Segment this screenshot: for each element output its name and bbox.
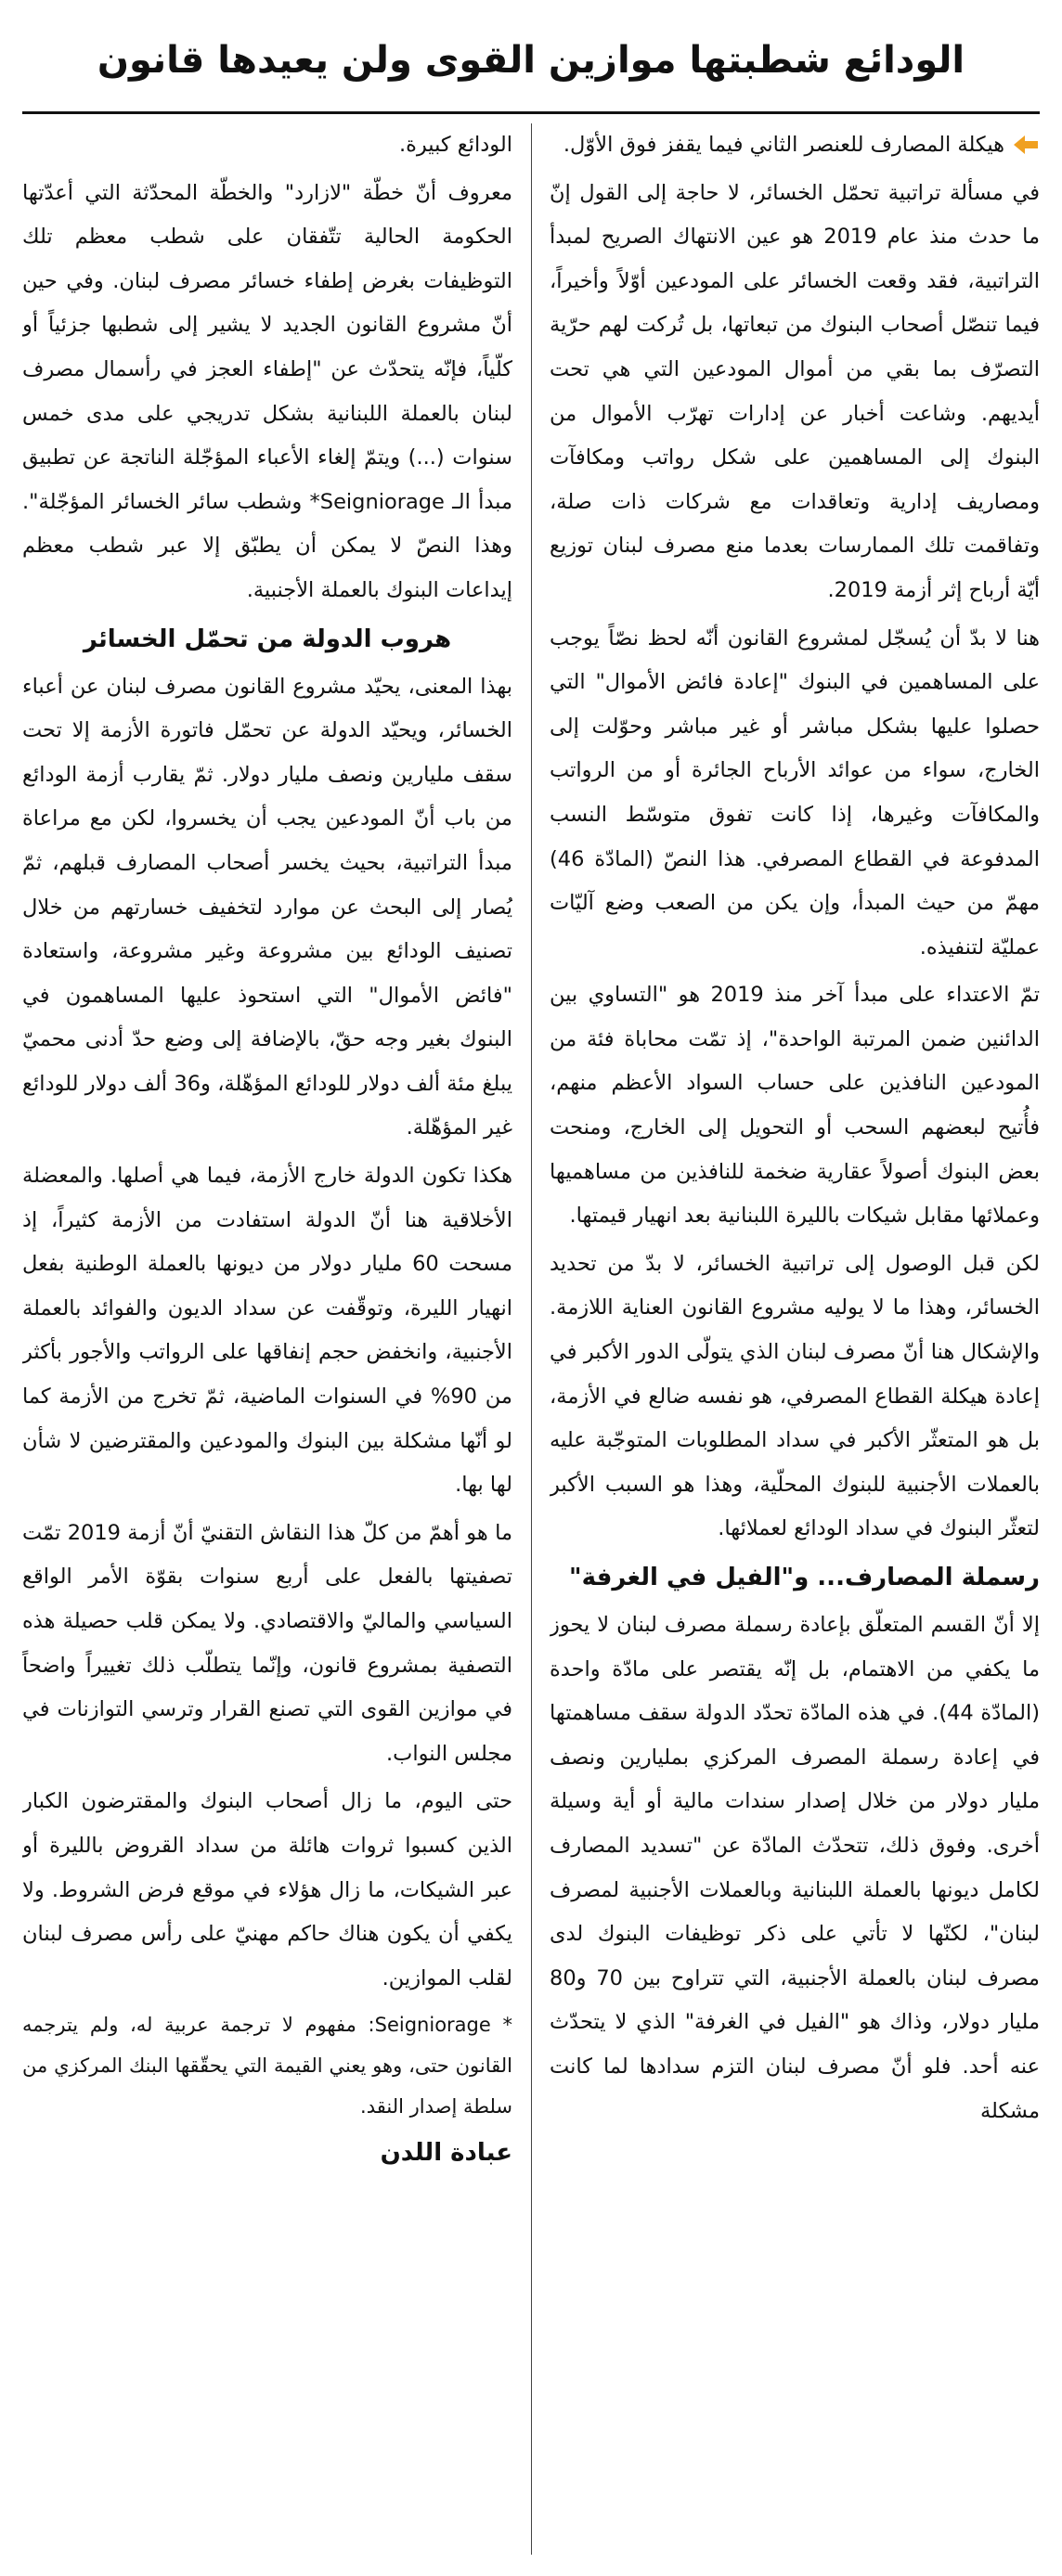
- body-paragraph: هنا لا بدّ أن يُسجّل لمشروع القانون أنّه لحظ نصّاً يوجب على المساهمين في البنوك "إعادة فائض الأموال" التي حصلوا عليها بشكل مباشر أو غير مباشر وحوّلت إلى الخارج، سواء من عوائد الأرباح الجائرة أو من الرواتب والمكافآت وغيرها، إذا كانت تفوق متوسّط النسب المدفوعة في القطاع المصرفي. هذا النصّ (المادّة 46) مهمّ من حيث المبدأ، وإن يكن من الصعب وضع آليّات عمليّة لتنفيذه.: [550, 625, 1040, 960]
- body-paragraph: لكن قبل الوصول إلى تراتبية الخسائر، لا بدّ من تحديد الخسائر، وهذا ما لا يوليه مشروع القانون العناية اللازمة. والإشكال هنا أنّ مصرف لبنان الذي يتولّى الدور الأكبر في إعادة هيكلة القطاع المصرفي، هو نفسه ضالع في الأزمة، بل هو المتعثّر الأكبر في سداد المطلوبات المتوجّبة عليه بالعملات الأجنبية للبنوك المحلّية، وهذا هو السبب الأكبر لتعثّر البنوك في سداد الودائع لعملائها.: [550, 1251, 1040, 1541]
- column-divider: [531, 123, 532, 2555]
- body-paragraph: بهذا المعنى، يحيّد مشروع القانون مصرف لبنان عن أعباء الخسائر، ويحيّد الدولة عن تحمّل فاتورة الأزمة إلا تحت سقف مليارين ونصف مليار دولار. ثمّ يقارب أزمة الودائع من باب أنّ المودعين يجب أن يخسروا، لكن مع مراعاة مبدأ التراتبية، بحيث يخسر أصحاب المصارف قبلهم، ثمّ يُصار إلى البحث عن موارد لتخفيف خسارتهم من خلال تصنيف الودائع بين مشروعة وغير مشروعة، واستعادة "فائض الأموال" التي استحوذ عليها المساهمون في البنوك بغير وجه حقّ، بالإضافة إلى وضع حدّ أدنى محميّ يبلغ مئة ألف دولار للودائع المؤهّلة، و36 ألف دولار للودائع غير المؤهّلة.: [22, 674, 512, 1140]
- body-paragraph: ما هو أهمّ من كلّ هذا النقاش التقنيّ أنّ أزمة 2019 تمّت تصفيتها بالفعل على أربع سنوات بقوّة الأمر الواقع السياسي والماليّ والاقتصادي. ولا يمكن قلب حصيلة هذه التصفية بمشروع قانون، وإنّما يتطلّب ذلك تغييراً واضحاً في موازين القوى التي تصنع القرار وترسي التوازنات في مجلس النواب.: [22, 1520, 512, 1766]
- article-columns: [22, 123, 1040, 2555]
- body-paragraph: في مسألة تراتبية تحمّل الخسائر، لا حاجة إلى القول إنّ ما حدث منذ عام 2019 هو عين الانتهاك الصريح لمبدأ التراتبية، فقد وقعت الخسائر على المودعين أوّلاً وأخيراً، فيما تنصّل أصحاب البنوك من تبعاتها، بل تُركت لهم حرّية التصرّف بما بقي من أموال المودعين التي هي تحت أيديهم. وشاعت أخبار عن إدارات تهرّب الأموال من البنوك إلى المساهمين على شكل رواتب ومكافآت ومصاريف إدارية وتعاقدات مع شركات ذات صلة، وتفاقمت تلك الممارسات بعدما منع مصرف لبنان توزيع أيّة أرباح إثر أزمة 2019.: [550, 180, 1040, 602]
- footnote: * Seigniorage: مفهوم لا ترجمة عربية له، ولم يترجمه القانون حتى، وهو يعني القيمة التي يحقّقها البنك المركزي من سلطة إصدار النقد.: [22, 2014, 512, 2119]
- lead-paragraph: هيكلة المصارف للعنصر الثاني فيما يقفز فوق الأوّل.: [563, 133, 1004, 157]
- section-subheading: هروب الدولة من تحمّل الخسائر: [83, 625, 452, 653]
- headline-rule: [22, 111, 1040, 114]
- body-paragraph: معروف أنّ خطّة "لازارد" والخطّة المحدّثة التي أعدّتها الحكومة الحالية تتّفقان على شطب معظم تلك التوظيفات بغرض إطفاء خسائر مصرف لبنان. وفي حين أنّ مشروع القانون الجديد لا يشير إلى شطبها جزئياً أو كلّياً، فإنّه يتحدّث عن "إطفاء العجز في رأسمال مصرف لبنان بالعملة اللبنانية بشكل تدريجي على مدى خمس سنوات (...) ويتمّ إلغاء الأعباء المؤجّلة الناتجة عن تطبيق مبدأ الـ Seigniorage* وشطب سائر الخسائر المؤجّلة". وهذا النصّ لا يمكن أن يطبّق إلا عبر شطب معظم إيداعات البنوك بالعملة الأجنبية.: [22, 180, 512, 602]
- body-paragraph: تمّ الاعتداء على مبدأ آخر منذ 2019 هو "التساوي بين الدائنين ضمن المرتبة الواحدة"، إذ تمّت محاباة فئة من المودعين النافذين على حساب السواد الأعظم منهم، فأُتيح لبعضهم السحب أو التحويل إلى الخارج، ومنحت بعض البنوك أصولاً عقارية ضخمة للنافذين من مساهميها وعملائها مقابل شيكات بالليرة اللبنانية بعد انهيار قيمتها.: [550, 983, 1040, 1229]
- lead-block: [550, 123, 1040, 168]
- left-column: [22, 123, 512, 2555]
- body-paragraph: إلا أنّ القسم المتعلّق بإعادة رسملة مصرف لبنان لا يحوز ما يكفي من الاهتمام، بل إنّه يقتصر على مادّة واحدة (المادّة 44). في هذه المادّة تحدّد الدولة سقف مساهمتها في إعادة رسملة المصرف المركزي بمليارين ونصف مليار دولار من خلال إصدار سندات مالية أو أية وسيلة أخرى. وفوق ذلك، تتحدّث المادّة عن "تسديد المصارف لكامل ديونها بالعملة اللبنانية وبالعملات الأجنبية لمصرف لبنان"، لكنّها لا تأتي على ذكر توظيفات البنوك لدى مصرف لبنان بالعملة الأجنبية، التي تتراوح بين 70 و80 مليار دولار، وذاك هو "الفيل في الغرفة" الذي لا يتحدّث عنه أحد. فلو أنّ مصرف لبنان التزم سدادها لما كانت مشكلة: [550, 1613, 1040, 2123]
- arrow-left-icon: [1012, 133, 1040, 157]
- author-byline: عبادة اللدن: [380, 2139, 512, 2168]
- right-column: [550, 123, 1040, 2555]
- body-paragraph: هكذا تكون الدولة خارج الأزمة، فيما هي أصلها. والمعضلة الأخلاقية هنا أنّ الدولة استفادت من الأزمة كثيراً، إذ مسحت 60 مليار دولار من ديونها بالعملة الوطنية بفعل انهيار الليرة، وتوقّفت عن سداد الديون والفوائد بالعملة الأجنبية، وانخفض حجم إنفاقها على الرواتب والأجور بأكثر من 90% في السنوات الماضية، ثمّ تخرج من الأزمة كما لو أنّها مشكلة بين البنوك والمودعين والمقترضين لا شأن لها بها.: [22, 1164, 512, 1498]
- section-subheading: رسملة المصارف... و"الفيل في الغرفة": [569, 1564, 1040, 1591]
- body-paragraph: الودائع كبيرة.: [398, 133, 512, 157]
- article-headline: الودائع شطبتها موازين القوى ولن يعيدها قانون: [97, 39, 965, 82]
- body-paragraph: حتى اليوم، ما زال أصحاب البنوك والمقترضون الكبار الذين كسبوا ثروات هائلة من سداد القروض بالليرة أو عبر الشيكات، ما زال هؤلاء في موقع فرض الشروط. ولا يكفي أن يكون هناك حاكم مهنيّ على رأس مصرف لبنان لقلب الموازين.: [22, 1789, 512, 1990]
